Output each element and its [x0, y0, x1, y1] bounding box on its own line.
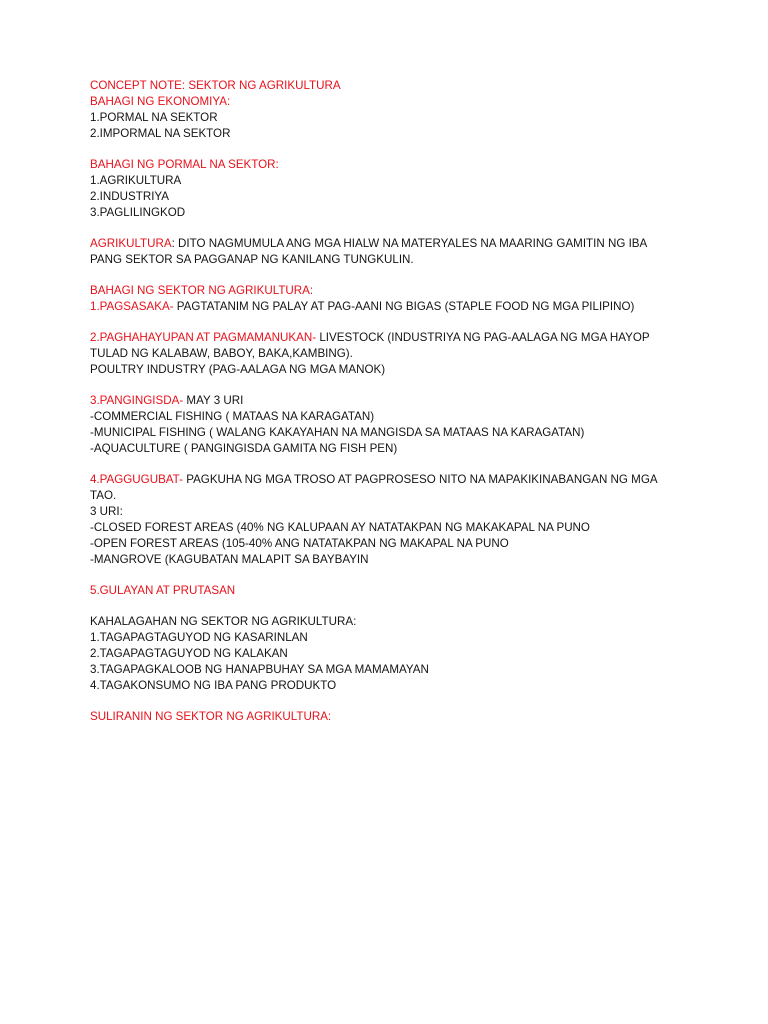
pangingisda-term: 3.PANGINGISDA-	[90, 394, 184, 407]
suliranin-heading: SULIRANIN NG SEKTOR NG AGRIKULTURA:	[90, 710, 332, 723]
gulayan-heading: 5.GULAYAN AT PRUTASAN	[90, 584, 236, 597]
pagsasaka-term: 1.PAGSASAKA-	[90, 300, 174, 313]
uri-label: 3 URI:	[90, 505, 123, 518]
agrikultura-definition: : DITO NAGMUMULA ANG MGA HIALW NA MATERYALES NA MAARING GAMITIN NG IBA PANG SEKTOR SA PAGGANAP NG KANILANG TUNGKULIN.	[90, 237, 647, 266]
poultry-line: POULTRY INDUSTRY (PAG-AALAGA NG MGA MANOK)	[90, 363, 386, 376]
list-item: 3.TAGAPAGKALOOB NG HANAPBUHAY SA MGA MAMAMAYAN	[90, 663, 429, 676]
list-item: 1.TAGAPAGTAGUYOD NG KASARINLAN	[90, 631, 308, 644]
pagsasaka-paragraph	[90, 299, 680, 315]
list-item: -AQUACULTURE ( PANGINGISDA GAMITA NG FISH PEN)	[90, 442, 398, 455]
list-item: -MUNICIPAL FISHING ( WALANG KAKAYAHAN NA MANGISDA SA MATAAS NA KARAGATAN)	[90, 426, 585, 439]
agrikultura-paragraph	[90, 236, 680, 268]
agrikultura-term: AGRIKULTURA	[90, 237, 172, 250]
bahagi-agrikultura-heading: BAHAGI NG SEKTOR NG AGRIKULTURA:	[90, 284, 314, 297]
document-body	[90, 78, 680, 725]
pangingisda-paragraph	[90, 393, 680, 409]
list-item: -COMMERCIAL FISHING ( MATAAS NA KARAGATAN)	[90, 410, 375, 423]
list-item: -CLOSED FOREST AREAS (40% NG KALUPAAN AY NATATAKPAN NG MAKAKAPAL NA PUNO	[90, 521, 590, 534]
document-title: CONCEPT NOTE: SEKTOR NG AGRIKULTURA	[90, 79, 341, 92]
paghahayupan-paragraph	[90, 330, 680, 362]
pagsasaka-text: PAGTATANIM NG PALAY AT PAG-AANI NG BIGAS (STAPLE FOOD NG MGA PILIPINO)	[173, 300, 635, 313]
kahalagahan-heading: KAHALAGAHAN NG SEKTOR NG AGRIKULTURA:	[90, 615, 357, 628]
list-item: -OPEN FOREST AREAS (105-40% ANG NATATAKPAN NG MAKAPAL NA PUNO	[90, 537, 509, 550]
list-item: 3.PAGLILINGKOD	[90, 206, 186, 219]
list-item: 2.INDUSTRIYA	[90, 190, 170, 203]
list-item: 4.TAGAKONSUMO NG IBA PANG PRODUKTO	[90, 679, 337, 692]
list-item: 2.TAGAPAGTAGUYOD NG KALAKAN	[90, 647, 288, 660]
list-item: 1.PORMAL NA SEKTOR	[90, 111, 218, 124]
paghahayupan-text: LIVESTOCK (INDUSTRIYA NG PAG-AALAGA NG MGA HAYOP TULAD NG KALABAW, BABOY, BAKA,KAMBING).	[90, 331, 650, 360]
list-item: -MANGROVE (KAGUBATAN MALAPIT SA BAYBAYIN	[90, 553, 369, 566]
paggugubat-text: PAGKUHA NG MGA TROSO AT PAGPROSESO NITO NA MAPAKIKINABANGAN NG MGA TAO.	[90, 473, 657, 502]
paggugubat-term: 4.PAGGUGUBAT-	[90, 473, 183, 486]
pormal-heading: BAHAGI NG PORMAL NA SEKTOR:	[90, 158, 279, 171]
list-item: 2.IMPORMAL NA SEKTOR	[90, 127, 231, 140]
pangingisda-text: MAY 3 URI	[183, 394, 244, 407]
ekonomiya-heading: BAHAGI NG EKONOMIYA:	[90, 95, 231, 108]
list-item: 1.AGRIKULTURA	[90, 174, 182, 187]
paggugubat-paragraph	[90, 472, 680, 504]
paghahayupan-term: 2.PAGHAHAYUPAN AT PAGMAMANUKAN-	[90, 331, 317, 344]
